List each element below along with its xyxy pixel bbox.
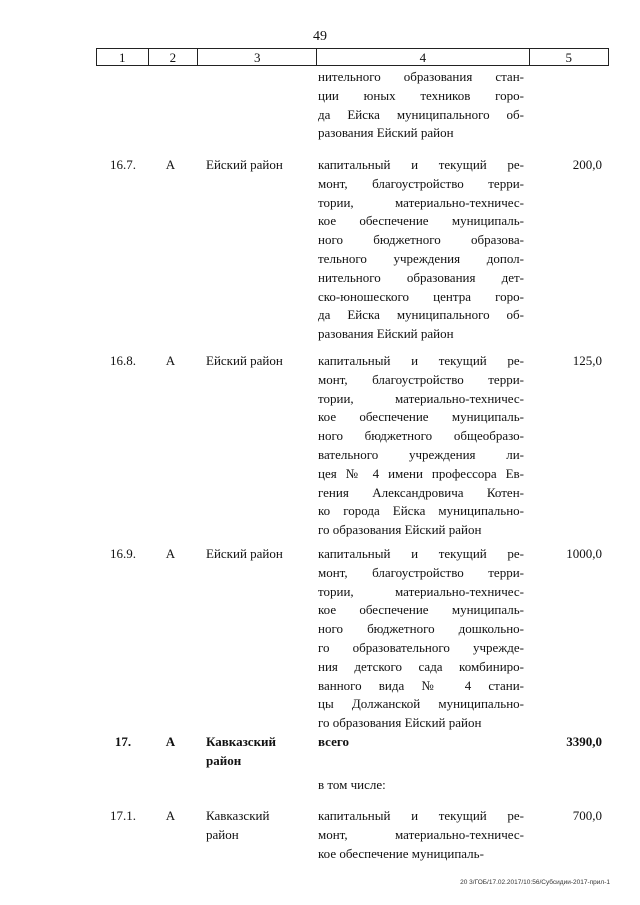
description-line: ного бюджетного образова- bbox=[318, 232, 524, 248]
row-category: А bbox=[165, 734, 176, 749]
description-line: монт, благоустройство терри- bbox=[318, 564, 524, 580]
description-line: ко города Ейска муниципально- bbox=[318, 503, 524, 519]
continuation-description bbox=[318, 68, 524, 143]
description-line: тории, материально-техничес- bbox=[318, 583, 524, 599]
description-line: ного бюджетного общеобразо- bbox=[318, 428, 524, 444]
description-line: да Ейска муниципального об- bbox=[318, 106, 524, 122]
row-district bbox=[206, 733, 308, 771]
row-number: 17. bbox=[114, 734, 132, 749]
description-line: кое обеспечение муниципаль- bbox=[318, 213, 524, 229]
description-line: ции юных техников горо- bbox=[318, 87, 524, 103]
including-label: в том числе: bbox=[318, 777, 386, 792]
description-line: монт, материально-техничес- bbox=[318, 826, 524, 842]
row-category: А bbox=[165, 808, 176, 823]
row-amount: 3390,0 bbox=[566, 734, 602, 749]
description-line: кое обеспечение муниципаль- bbox=[318, 409, 524, 425]
row-number: 16.8. bbox=[110, 353, 136, 368]
district-line: Кавказский bbox=[206, 808, 270, 823]
row-district: Ейский район bbox=[206, 546, 283, 561]
description-line: гения Александровича Котен- bbox=[318, 484, 524, 500]
row-amount: 1000,0 bbox=[566, 546, 602, 561]
row-district bbox=[206, 807, 308, 845]
description-line: капитальный и текущий ре- bbox=[318, 157, 524, 172]
row-description bbox=[318, 156, 524, 344]
row-district: Ейский район bbox=[206, 353, 283, 368]
row-district: Ейский район bbox=[206, 157, 283, 172]
row-category: А bbox=[165, 546, 176, 561]
district-line: Кавказский bbox=[206, 734, 277, 749]
description-line: ния детского сада комбиниро- bbox=[318, 658, 524, 674]
column-header-5: 5 bbox=[565, 49, 573, 65]
description-line: вательного учреждения ли- bbox=[318, 446, 524, 462]
description-line: разования Ейский район bbox=[318, 125, 454, 141]
row-description bbox=[318, 352, 524, 540]
page-number: 49 bbox=[313, 29, 327, 44]
district-line: район bbox=[206, 826, 239, 842]
description-line: да Ейска муниципального об- bbox=[318, 307, 524, 323]
description-line: цея № 4 имени профессора Ев- bbox=[318, 465, 524, 481]
description-line: монт, благоустройство терри- bbox=[318, 175, 524, 191]
column-header-3: 3 bbox=[198, 49, 317, 65]
row-description bbox=[318, 807, 524, 863]
column-header-row bbox=[96, 48, 609, 66]
column-header-1: 1 bbox=[97, 49, 149, 65]
description-line: разования Ейский район bbox=[318, 326, 454, 342]
description-line: капитальный и текущий ре- bbox=[318, 546, 524, 561]
column-header-4: 4 bbox=[317, 49, 529, 65]
description-line: тельного учреждения допол- bbox=[318, 250, 524, 266]
description-line: тории, материально-техничес- bbox=[318, 390, 524, 406]
district-line: район bbox=[206, 752, 242, 768]
column-header-2: 2 bbox=[149, 49, 199, 65]
description-line: капитальный и текущий ре- bbox=[318, 353, 524, 368]
footer-code: 20 3/ГОБ/17.02.2017/10:56/Субсидии-2017-прил-1 bbox=[460, 879, 610, 886]
description-line: кое обеспечение муниципаль- bbox=[318, 602, 524, 618]
description-line: капитальный и текущий ре- bbox=[318, 808, 524, 823]
description-line: тории, материально-техничес- bbox=[318, 194, 524, 210]
row-amount: 700,0 bbox=[572, 808, 602, 823]
row-category: А bbox=[165, 157, 176, 172]
row-amount: 125,0 bbox=[572, 353, 602, 368]
description-line: го образовательного учрежде- bbox=[318, 639, 524, 655]
row-amount: 200,0 bbox=[572, 157, 602, 172]
row-number: 17.1. bbox=[110, 808, 136, 823]
description-line: нительного образования стан- bbox=[318, 69, 524, 84]
row-description bbox=[318, 545, 524, 733]
description-line: цы Должанской муниципально- bbox=[318, 696, 524, 712]
description-line: го образования Ейский район bbox=[318, 715, 482, 731]
description-line: ско-юношеского центра горо- bbox=[318, 288, 524, 304]
row-number: 16.9. bbox=[110, 546, 136, 561]
description-line: кое обеспечение муниципаль- bbox=[318, 845, 484, 861]
row-number: 16.7. bbox=[110, 157, 136, 172]
description-line: ванного вида № 4 стани- bbox=[318, 677, 524, 693]
description-line: монт, благоустройство терри- bbox=[318, 371, 524, 387]
row-category: А bbox=[165, 353, 176, 368]
description-line: го образования Ейский район bbox=[318, 522, 482, 538]
description-line: нительного образования дет- bbox=[318, 269, 524, 285]
description-line: ного бюджетного дошкольно- bbox=[318, 621, 524, 637]
total-label: всего bbox=[318, 734, 349, 749]
